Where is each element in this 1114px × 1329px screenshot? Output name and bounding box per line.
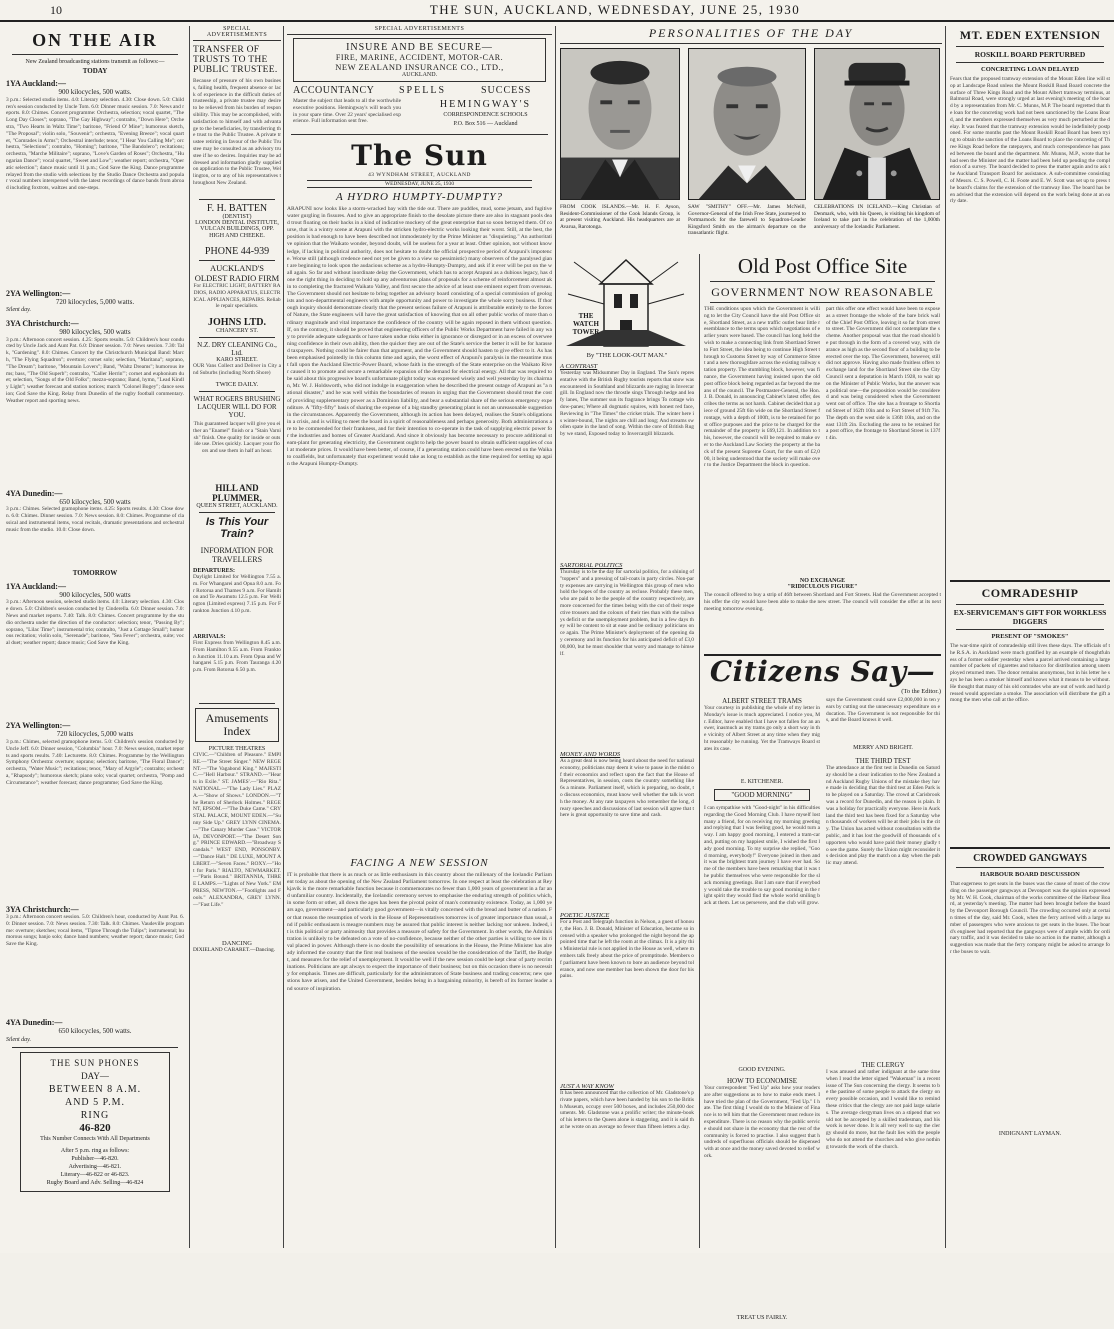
station-heading: 2YA Wellington:— [6,721,71,731]
column-rule [189,26,190,1248]
advertisements-column [193,26,281,1248]
mt-eden-subhead2: CONCRETING LOAN DELAYED [981,66,1079,73]
letter-signature: E. KITCHENER. [740,779,784,785]
caption-mcneill: SAW "SMITHY" OFF.—Mr. James McNeill, Governor-General of the Irish Free State, journeyed to Portmarnock for the farewell to Squadron-Leader Kingsford Smith on the airman's departure on the transatlantic flight. [688,204,806,237]
watch-tower-heading: JUST A WAY KNOW [560,1083,614,1090]
sun-date: WEDNESDAY, JUNE 25, 1930 [307,180,532,188]
editorial-body: IT is probable that there is as much or as little enthusiasm in this country about the millenary of the Icelandic Parliament today as about the opening of the New Zealand Parliament tomorrow. In one respect at least the celebration at Reykjavik is the more remarkable function because it commemorates no fewer than 1,000 years of government in a far and unfamiliar country. Incidentally, the Icelandic ceremony serves to emphasise the enduring strength of politics which, in some form or other, all down the ages has been the pivotal point of man's community existence. Today, as 1,000 years ago, government—and particularly good government—is vitally concerned with the bread and butter of a nation. For that reason the resumption of work in the House of Representatives tomorrow is of greater importance than usual, and if public enthusiasm is meagre numbers may be assured that public interest is neither lacking nor unkeen. Indeed, it is this political or party animosity that provides a measure of safety for the Government. In other words, the Administration is unlikely to be defeated on a vote of no-confidence, because neither of the other parties is willing to see its rival placed in power. Although there is no doubt the possibility of sensations in the House, the Prime Minister has already informed the country that the first real business of the session would be the consideration of the Tariff, the Budget, and measures for the relief of unemployment. It would be well if the new session could be kept clear of party recriminations. Politicians are apt always to expect the importance of their business; but on this occasion there is no necessity for emphasis. Times are difficult, particularly for the administrators of State business and trading concerns; new questions have arisen, and the United Government, besides being in a bargaining minority, is bereft of its former leader and source of inspiration. [287,872,553,992]
dry-cleaning-street: KARO STREET. [216,357,258,363]
station-heading: 4YA Dunedin:— [6,488,63,498]
letter-signature: TREAT US FAIRLY. [736,1315,788,1321]
comradeship-subhead2: PRESENT OF "SMOKES" [991,633,1069,640]
hemingway-text: Master the subject that leads to all the worthwhile executive positions. Hemingway's will teach you in your spare time. Over 22 years' specialised experience. Full information sent free. [293,98,401,125]
citizens-say-headline: Citizens Say— [709,655,936,688]
on-the-air-title: ON THE AIR [32,30,158,50]
dry-cleaning-title: N.Z. DRY CLEANING Co., Ltd. [197,341,277,357]
lacquer-ad-title: WHAT ROGERS BRUSHING LACQUER WILL DO FOR YOU. [193,395,281,419]
watch-tower-text: Thursday is to be the day for sartorial politics, for a shining of "toppers" and a pressing of tail-coats in party circles. Non-party expenses are carrying in Wellington this group of men who hold the hopes of the country as recluse. Probably these men, who are paid to be the people of the country respectively, are more concerned for the times being with the cut of their respective trousers and the colours of their ties than with the railways deficit or the unemployment problem, but in a few days they will be content to sit at ease and be ordinary politicians once again. The Prime Minister's deployment of the opening day ceremony and its function for his anticipated deficit of £3,000,000, but he must shoulder that worry and manage to himself. [560,569,694,657]
letter-text: The attendance at the first test in Dunedin on Saturday should be a clear indication to the New Zealand and Auckland Rugby Unions of the mistake they have made in deciding that the third test at Eden Park is to be played on a Saturday. The crowd at Carisbrook was a record for Dunedin, and the reason is plain. It was a holiday for practically everyone. Here in Auckland the third test has been fixed for a Saturday when thousands of workers will be at their jobs in the city. The Union has acted without consultation with the public, and it has lost the goodwill of thousands of supporters who would have paid their money gladly to see the game. Surely the Union might reconsider its decision and play the match on a day when the public may attend. [826,765,940,867]
letter-text: I can sympathise with "Good-night" in his difficulties regarding the Good Morning Club. I have myself lost many a friend, for on receiving my morning greeting and replying that I was feeling good, he would turn away. I am happy good morning, I entered a tram-car and, putting on my happiest smile, I wished the first lady good morning. To my surprise she replied, "Good morning, everybody!" Everyone joined in then and it was the brightest tram journey I have ever had. Some of the members have been remarking that it was the public themselves who were responsible for the slack morning greetings. But I am sure that if everybody would take the trouble to say good morning in the right spirit they would find the whole world smiling back at them. Let us persevere, and the club will grow. [704,805,820,907]
today-heading: TODAY [82,66,108,75]
gangways-subhead: HARBOUR BOARD DISCUSSION [980,871,1080,878]
programme-text: 3 p.m.: Selected studio items. 4.0: Literary selection. 4.30: Close down. 5.0: Children's session conducted by Uncle Tom. 6.0: Dinner music session. 7.0: News and reports. 8.0: Chimes. Concert programme: Orchestra, selection; vocal quartet, "The Long Day Closes"; soprano, "The Gay Highway"; contralto, "Down Here"; Orchestra, "Two Hearts in Waltz Time"; baritone, "Friend O' Mine"; humorous sketch, "The Proposal"; violin solo, "Souvenir"; orchestra, "Evening Breeze"; vocal quartet, "Comrades in Arms"; Orchestral interlude; tenor, "I Hear You Calling Me"; orchestra, "Selections"; contralto, "Homing"; baritone, "The Bandolero"; recitations; orchestra, "Marche Militaire"; soprano, "Love's Garden of Roses"; Orchestra, "Hungarian Dance"; vocal quartet, "Sweet and Low"; weather report; orchestra, "Operatic selection"; dance music until 11 p.m.; God Save the King. Dance programme relayed from the studio with selections by the Studio Dance Orchestra and popular vocal numbers interspersed with the latest recordings of dance bands from abroad including foxtrots, waltzes and one-steps. [6,96,184,192]
column-rule [555,26,556,1248]
station-frequency: 900 kilocycles, 500 watts. [58,88,132,97]
post-office-text-right: part this offer one effect would have been to expose as a street frontage the whole of the bare brick wall of the Chief Post Office, leaving it so far from street to street. The Government did not contemplate the scheme. Another proposal was that the road should be put through in the form of a covered way, with clearance as high as the second floor of a building to be erected over the top. The Government, however, still did not approve. Having also made fruitless offers to exchange land for the Shortland Street site the City Council sent a deputation in March 1928, to wait upon the Minister of Public Works, but the answer was a political one—the proposition would be considered and was being considered when the Government went out of office. The site has a frontage to Shortland Street of 162ft 10in and to Fort Street of 91ft 7in. The depth on the west side is 136ft 10in, and on the east 131ft 2in. Excluding the area to be retained for a post office, the frontage to Shortland Street is 137ft 4in. [826,306,940,442]
insurance-line: NEW ZEALAND INSURANCE CO., LTD., [335,62,504,72]
station-frequency: 650 kilocycles, 500 watts [59,497,131,506]
station-frequency: 900 kilocycles, 500 watts [59,590,131,599]
trust-ad-text: Because of pressure of his own business, failing health, frequent absence or lack of experience in the difficult duties of trusteeship, a private trustee may desire to be relieved from his burden of responsibility. This may be accomplished, with satisfaction to himself and with advantage to the beneficiaries, by transferring the trust to the Public Trustee. A private trustee retiring in favour of the Public Trustee may be consulted as an advisory trustee if he so desires. Inquiries may be addressed and information gladly supplied on application to the Public Trustee, Wellington, or to any of his representatives throughout New Zealand. [193,78,281,186]
letter-heading: ALBERT STREET TRAMS [722,697,802,705]
success-word: SUCCESS [481,85,532,96]
column-label: SPECIAL ADVERTISEMENTS [287,26,552,35]
amusements-index-title: Amusements Index [195,708,279,742]
radio-ad-street: CHANCERY ST. [215,328,258,334]
hill-plummer-address: QUEEN STREET, AUCKLAND. [196,503,278,509]
no-exchange-subhead: NO EXCHANGE [799,578,846,584]
station-heading: 4YA Dunedin:— [6,1017,63,1027]
travellers-title: INFORMATION FOR TRAVELLERS [200,546,274,564]
batten-ad-phone: PHONE 44-939 [204,246,270,257]
watch-tower-heading: A CONTRAST [560,363,598,370]
letter-text: I was amused and rather indignant at the same time when I read the letter signed "Wakeman" in a recent issue of The Sun concerning the clergy. It seems to be the pastime of some people to attack the clergy on every possible occasion, and I would like to remind these critics that the clergy are not paid large salaries. The average clergyman lives on a stipend that would not be accepted by a skilled tradesman, and his work is never done. It is all very well to say the clergy should do more, but the fault lies with the people who do not attend the churches and who give nothing towards the work of the church. [826,1069,940,1150]
gangways-headline: CROWDED GANGWAYS [973,853,1087,864]
station-heading: 1YA Auckland:— [6,581,66,591]
phones-day: DAY— [81,1071,109,1082]
editorial-body: ARAPUNI now looks like a storm-wracked bay with the tide out. There are puddles, mud, some jetsam, and fugitive water gurgling in fissures. And to give an appropriate finish to the desolate picture there are also in stagnant pools dead trout floating on their backs in a kind of indicative mockery of the great enterprise that so soon betrayed them. Of course, that is a wintry scene at Arapuni with the stricken hydro-electric works looking their worst. Still, at the best, the position is bad enough to have been described not immoderately by the Prime Minister as "disquieting." An authoritative opinion that the Waikato wonder, beyond doubt, will be useless for a year at least. Other opinion, not without knowledge, if lacking in political authority, does not hesitate to doubt the official prospective period of Arapuni's impotence. Worse still (although credence need not yet be given to a view so pessimistic) many observers of the paralysed giant are beginning to look upon the audacious scheme as a hydro-Humpty-Dumpty, and ask if it ever will be put on the wall again. So far and without inordinate delay the Government, which has to accept Arapuni as a dubious legacy, has done the right thing in deciding to hold up any adventurous plans of proposals for a scheme of reinforcement almost akin to completing the fractured Waikato Valley, and first secure the advice of at least one eminent expert from overseas. The Government should not hesitate to bring together an advisory board consisting of a special commission of geologists and non-departmental engineers with ample opportunity and power to investigate the whole sorry business. If thorough inquiry should demonstrate clearly that the present serious failure of Arapuni is attributable entirely to the forces of Nature, the State engineers will have the great satisfaction of knowing that on all other public works of more than ordinary magnitude and vital importance the confidence of the country will be again reposed in them without question. If, on the contrary, it should be proved that engineering officers of the Public Works Department have failed in any way to provide adequate safeguards or have taken undue risks either in ignorance or disregard or in an excess of overweening confidence in their own ability, then the quicker they are out of the State's service the better it will be for harassed taxpayers. Nothing could be fairer than that argument, and the Government should hasten to give effect to it. As has been emphasised pointedly in this column time and again, the worst effect of Arapuni's paralysis in the meantime must fall upon the Auckland Electric-Power Board, whose faith in the strength of the State enterprise on the Waikato River caused it to promote and secure a remarkable expansion of the demand for electrical energy. All that was required to be said about this progressive board's unfortunate plight today was expressed wisely and well yesterday by its chairman, Mr. W. J. Holdsworth, who did not indulge in exaggeration when he described the present outage of Arapuni as "a national disaster," and he was well within the boundaries of reason in urging that the Government should treat the cost of providing supplementary power as a Dominion liability, and bear a substantial share of the serious emergency expenditure. A "fifty-fifty" basis of sharing the expense of a big standby generating plant is not an unreasonable suggestion in the circumstances. Apparently the Government, although its action has been delayed, realises the State's obligations in a crisis, and is willing to meet the board in a spirit of reasonableness and perhaps generosity. Both administrations are to be commended for their frankness, and for their intention to co-operate in the task of supplying electric power for the industries and homes of Greater Auckland. And since it obviously has become necessary to procure additional steam-plant for generating electricity, the Government ought to help the power board to obtain sufficient supplies of coal at moderate prices. It would have been better, of course, if a generating station could have been erected on the Waikato coalfields, but unfortunately that experiment would take as long to establish as the time required for setting up again the Arapuni Humpty-Dumpty. [287,206,552,468]
phones-after-item: Publisher—46-820. [71,1156,119,1163]
sun-logo: The Sun [351,139,488,172]
phones-note: This Number Connects With All Departments [40,1136,150,1143]
insurance-line: INSURE AND BE SECURE— [346,42,493,53]
comradeship-headline: COMRADESHIP [981,586,1079,600]
post-office-section [699,254,941,1321]
phones-number: 46-820 [79,1122,111,1135]
sun-address: 43 WYNDHAM STREET, AUCKLAND [368,172,471,178]
masthead [0,0,1114,22]
post-office-text-tail: The council offered to buy a strip of 46ft between Shortland and Fort Streets. Had the Government accepted this offer the city would have been able to make the new street. The council will consider the offer at its next meeting tomorrow evening. [704,592,941,612]
station-heading: 2YA Wellington:— [6,288,71,298]
comradeship-text: The war-time spirit of comradeship still lives these days. The officials of the R.S.A. in Auckland were much gratified by an example of thoughtfulness of a former soldier yesterday when a parcel arrived containing a large number of packets of cigarettes and tobacco for distribution among unemployed returned men. The donor remains anonymous, but in his letter he says he has been a smoker himself and knows what it means to be without. He thought that many of his old comrades who are out of work and hard pressed would appreciate a smoke. The association will distribute the gift among the men who call at the office. [950,643,1110,704]
citizens-say-sub: (To the Editor.) [901,688,941,695]
on-the-air-column [6,26,184,1248]
radio-ad-text: For ELECTRIC LIGHT, BATTERY RADIOS, RADIO APPARATUS, ELECTRICAL APPLIANCES, REPAIRS. Reliable repair specialists. [193,283,281,310]
comradeship-subhead: EX-SERVICEMAN'S GIFT FOR WORKLESS DIGGERS [953,608,1107,626]
letter-signature: INDIGNANT LAYMAN. [998,1131,1062,1137]
post-office-text-left: THE conditions upon which the Government is willing to let the City Council have the old Post Office site, Shortland Street, as a new traffic outlet bear little resemblance to the terms upon which negotiations of earlier years were based. The council has long held the wish to make a connecting link from Shortland Street to Fort Street, the idea being to continue High Street through to Customs Street by way of Commerce Street and a new thoroughfare across the existing railway station property. The stumbling block, however, was finance, the Government having insisted upon the old post office block being regarded as far beyond the means of the council. The Postmaster-General, the Hon. J. B. Donald, in announcing Cabinet's latest offer, describes the terms as not harsh. Cabinet decided that a piece of ground 25ft 6in wide on the Shortland Street frontage, with a depth of 100ft, is to be retained for post office purposes and the price to be charged for the remainder of the property is £69,121. In addition to this, however, the council will be required to make over to the Auckland Law Society the property at the back of the present Supreme Court, for the sum of £2,000, it being understood that the society will make over to the Justice Department the block in question. [704,306,821,469]
programme-text: 3 p.m.: Afternoon concert session. 5.0: Children's hour, conducted by Aunt Pat. 6.0: Dinner session. 7.0: News session. 7.30: Talk. 8.0: Chimes. Vaudeville programme: overture; sketches; vocal items, "Tiptoe Through the Tulips"; instrumental; humorous songs; banjo solo; dance band numbers; weather report; dance music; God Save the King. [6,913,184,948]
station-frequency: 720 kilocycles, 5,000 watts [56,730,134,739]
departures-heading: DEPARTURES: [193,568,236,574]
batten-ad-name: F. H. BATTEN [206,203,268,214]
letter-signature: MERRY AND BRIGHT. [853,745,913,751]
programme-text: 3 p.m.: Afternoon session, selected studio items. 4.0: Literary selection. 4.30: Close down. 5.0: Children's session conducted by Cinderella. 6.0: Dinner session. 7.0: News and market reports. 7.40: Talk. 8.0: Chimes. Concert programme by the studio orchestra under the direction of the conductor: selection; tenor, "Passing By"; soprano, "Lilac Time"; instrumental trio; contralto, "Just a Cottage Small"; humorous recitation; violin solo, "Serenade"; baritone, "Sea Fever"; orchestra, suite; vocal duet; weather report; dance music; God Save the King. [6,599,184,647]
watch-tower-text: For a Post and Telegraph function in Nelson, a guest of honour, the Hon. J. B. Donald, Minister of Education, became so incensed with a speaker who prolonged the night beyond the appointed time that he left the room at the climax. It is a pity this Ministerial rule is not applied in the House as well, where members talk freely about the price of promptitude. Members of parliament have been known to bore an audience beyond tolerance, and now one member has been shown the door for his pains. [560,919,694,980]
letter-text: Your correspondent "Fed Up" asks how your readers are after suggestions as to how to make ends meet. I have tried the plan of the Government, "Fed Up." I hate. The first thing I would do to the Minister of Finance is to tell him that the Government must reduce its expenditure. There is no reason why the public service should not share in the economy that the rest of the community is forced to practise. I also suggest that hundreds of superfluous officials should be dispensed with at once and the money saved devoted to relief work. [704,1085,820,1159]
lacquer-ad-text: This guaranteed lacquer will give you either an "Enamel" finish or a "Stain Varnish" finish. One quality for inside or outside use. Dries quickly. Lacquer your floors and use them in half an hour. [193,421,281,455]
letter-heading: THE THIRD TEST [855,757,911,765]
phones-after: After 5 p.m. ring as follows: [60,1148,130,1155]
batten-ad-address: VULCAN BUILDINGS, OPP. HIGH AND CHEEKE. [200,226,274,239]
photo-king-christian [814,48,940,200]
watch-tower-heading: POETIC JUSTICE [560,912,610,919]
watch-tower-column [560,254,694,1248]
photo-ayson [560,48,680,200]
insurance-line: FIRE, MARINE, ACCIDENT, MOTOR-CAR. [335,53,504,62]
letter-heading: "GOOD MORNING" [714,789,810,801]
batten-ad-institute: LONDON DENTAL INSTITUTE, [195,220,279,226]
post-office-headline: Old Post Office Site [737,254,908,278]
watch-tower-logo [564,254,688,350]
editorial-column [287,26,552,1248]
batten-ad-sub: (DENTIST) [222,214,252,220]
mt-eden-column [950,26,1110,1248]
caption-ayson: FROM COOK ISLANDS.—Mr. H. F. Ayson, Resident-Commissioner of the Cook Islands Group, is at present visiting Auckland. His headquarters are at Avarua, Rarotonga. [560,204,680,230]
editorial-heading: A HYDRO HUMPTY-DUMPTY? [335,191,504,203]
gangways-text: That eagerness to get seats in the buses was the cause of most of the crowding on the passenger gangways at Devonport was the opinion expressed by Mr. W. H. Cook, chairman of the works committee of the Harbour Board, at yesterday's meeting. The matter had been brought before the board by the Devonport Borough Council. The crowding occurred only at certain times of the day, said Mr. Cook, when the ferry arrived with a large number of passengers who were anxious to get seats in the buses. The board's engineer had reported that the gangways were of ample width for ordinary traffic, and it was decided to take no action in the matter, although a suggestion was made that the ferry company might be asked to arrange for the buses to wait. [950,881,1110,955]
phones-after-item: Rugby Board and Adv. Selling—46-824 [46,1180,144,1187]
post-office-body [704,306,941,576]
letter-text: says the Government could save £2,000,000 in ten years by cutting out the unnecessary expenditure on education. The Government is not responsible for this, and the Board knows it well. [826,697,940,724]
phones-title: THE SUN PHONES [50,1058,140,1069]
station-heading: 3YA Christchurch:— [6,318,79,328]
station-frequency: 980 kilocycles, 500 watts [59,327,131,336]
letter-heading: THE CLERGY [861,1061,905,1069]
station-frequency: 650 kilocycles, 500 watts. [58,1026,132,1035]
personalities-title: PERSONALITIES OF THE DAY [560,26,942,44]
dancing-heading: DANCING [222,940,252,947]
sun-nameplate [287,139,552,188]
editorial-heading: FACING A NEW SESSION [350,857,489,869]
watch-tower-text: It has been announced that the collection of Mr. Gladstone's private papers, which have been handed by his son to the British Museum, occupy over 500 boxes, and includes 250,000 documents. Mr. Gladstone was a prolific writer; the minute-book of his letters to the Queen alone is staggering, and it is said that he wrote on an average no fewer than fifteen letters a day. [560,1090,694,1130]
tomorrow-heading: TOMORROW [72,569,118,578]
personalities-section [560,26,942,248]
hemingway-box: P.O. Box 516 — Auckland [453,121,518,127]
station-frequency: 720 kilocycles, 5,000 watts. [55,297,135,306]
dixieland-item: DIXIELAND CABARET.—Dancing. [193,947,276,953]
column-rule [945,26,946,1248]
trust-ad-title: TRANSFER OF TRUSTS TO THE PUBLIC TRUSTEE. [193,45,278,75]
letter-text: Your courtesy in publishing the whole of my letter in Monday's issue is much appreciated. I notice you, Mr. Editor, have enabled that I have not fallen for an answer, inasmuch as my trams go only a short way in the vicinity of Albert Street at any time when they might reasonably be running. Yet the Tramways Board states its case. [704,705,820,752]
mt-eden-text: Fears that the proposed tramway extension of the Mount Eden line will stop at Landscape Road unless the Mount Roskill Road Board concrete the surface of Three Kings Road and the Mount Albert tramway terminus, at Balmoral Road, were strongly urged at last evening's meeting of the board by a representation from Mr. C. Munns, M.P. The board regretted that the loan for the concreting work had not been sanctioned by the Loans Board, and the members expressed themselves as very much perturbed at the delay. It was feared that the tramway extension would be indefinitely postponed. For some months past the Mount Roskill Road Board has been trying to obtain the sanction of the Loans Board to place the concreting of Three Kings Road before the ratepayers, and much correspondence has passed between the board and the department. Mr. Munns, M.P., wrote that he had seen the Minister and the matter had been held up pending the completion of a survey. The board decided to press the matter again and to ask the Auckland Transport Board for assistance. A sub-committee consisting of Messrs. C. S. Powell, C. H. Foote and E. W. Scott was set up to press the board's claims for the extension of the tramway line. The board has been advised that the extension will depend on the work being done at an early date. [950,76,1110,205]
insurance-line: AUCKLAND. [401,72,438,78]
hemingway-sub: CORRESPONDENCE SCHOOLS [443,112,528,118]
dry-cleaning-text: OUR Vans Collect and Deliver in City and Suburbs (including North Shore) [193,363,281,376]
radio-ad-name: JOHNS LTD. [208,317,266,328]
letter-heading: HOW TO ECONOMISE [726,1077,797,1085]
caption-king-christian: CELEBRATIONS IN ICELAND.—King Christian of Denmark, who, with his Queen, is visiting his kingdom of Iceland to take part in the celebration of the 1,000th anniversary of the Icelandic Parliament. [814,204,940,230]
letters-right [826,695,940,1315]
hemingway-name: HEMINGWAY'S [439,99,532,110]
watch-tower-heading: MONEY AND WORDS [560,751,621,758]
newspaper-title-line: THE SUN, AUCKLAND, WEDNESDAY, JUNE 25, 1930 [429,2,801,17]
radio-ad-title: AUCKLAND'S OLDEST RADIO FIRM [194,263,280,283]
letters-left [704,695,820,1321]
silent-day-note: Silent day. [6,307,31,314]
station-heading: 1YA Auckland:— [6,79,66,89]
watch-tower-byline: By "THE LOOK-OUT MAN." [586,352,668,359]
programme-text: 3 p.m.: Chimes, selected gramophone items. 5.0: Children's session conducted by Uncle Jeff. 6.0: Dinner session, "Columbia" hour. 7.0: News session, market reports and sports results. 7.40: Lecturette. 8.0: Chimes. Programme by the Wellington Symphony Orchestra: overture; soprano; selection; baritone, "The Floral Dance"; orchestra, "Water Music"; recitations; tenor, "Mary of Argyle"; contralto; orchestra, "Rhapsody"; humorous sketch; piano solo; vocal quartet; orchestra, "Pomp and Circumstance"; weather forecast; dance programme; God Save the King. [6,738,184,786]
arrivals-heading: ARRIVALS: [193,634,226,640]
phones-between: BETWEEN 8 A.M. [48,1084,142,1096]
intro-text: New Zealand broadcasting stations transmit as follows:— [25,59,165,65]
train-question: Is This Your Train? [205,516,269,540]
watch-tower-text: As a great deal is now being heard about the need for national economy, politicians may deem it wise to pause in the midst of their economics and reflect upon the fact that the House of Representatives, in session, costs the country something like 6s a minute. Parliament itself, which is preparing, no doubt, to discuss economics, must know well whether the talk is worth the money. At any rate taxpayers who remember the long, dreary speeches and discussions of last session will agree that there is great opportunity to save time and cash. [560,758,694,819]
phones-after-item: Literary—46-822 or 46-823. [60,1172,130,1179]
hemingway-ad [291,85,548,135]
amusements-list: CIVIC.—"Children of Pleasure." EMPIRE.—"The Street Singer." NEW REGENT.—"The Vagabond King." MAJESTIC.—"Hell Harbour." STRAND.—"Hearts in Exile." ST. JAMES'.—"Rio Rita." NATIONAL.—"The Lady Lies." PLAZA.—"Show of Shows." LONDON.—"The Return of Sherlock Holmes." REGENT, EPSOM.—"The Duke Came." CRYSTAL PALACE, MOUNT EDEN.—"Sunny Side Up." GREY LYNN CINEMA.—"The Canary Murder Case." VICTORIA, DEVONPORT.—"The Desert Song." PRINCE EDWARD.—"Broadway Scandals." WEST END, PONSONBY.—"Dance Hall." DE LUXE, MOUNT ALBERT.—"Seven Faces." ROXY.—"Hot for Paris." RIALTO, NEWMARKET.—"Paris Bound." BRITANNIA, THREE LAMPS.—"Lights of New York." EMPRESS, NEWTON.—"Footlights and Fools." ALEXANDRA, GREY LYNN.—"Fast Life." [193,752,281,908]
column-label: SPECIAL ADVERTISEMENTS [193,26,281,41]
dry-cleaning-twice: TWICE DAILY. [215,381,259,388]
sun-phones-box [20,1052,170,1192]
silent-day-note: Silent day. [6,1036,31,1043]
station-heading: 3YA Christchurch:— [6,904,79,914]
watch-tower-heading: SARTORIAL POLITICS [560,562,623,569]
mt-eden-headline: MT. EDEN EXTENSION [959,28,1101,42]
letters-area [704,695,941,1321]
programme-text: 3 p.m.: Afternoon concert session. 4.25: Sports results. 5.0: Children's hour conducted by Uncle Jack and Aunt Pat. 6.0: Dinner session. 7.0: News session. 7.30: Talk, "Gardening". 8.0: Chimes. Concert by the Christchurch Municipal Band: March, "The Flying Squadron"; overture; cornet solo; selection, "Maritana"; soprano, "The Dream"; baritone, "Mountain Lovers"; Band, "Waltz Dreams"; humorous items; bass, "The Old Superb"; contralto, "Caller Herrin'"; cornet and euphonium duet; selection, "Songs of the Old Folks"; mezzo-soprano; Band, hymn, "Lead Kindly Light"; weather forecast and station notices; march "Colonel Bogey"; dance session; God Save the King. Relay from Dunedin of the rugby football commentary. Weather report and sporting news. [6,336,184,404]
letter-signature: GOOD EVENING. [738,1067,786,1073]
photo-mcneill [688,48,806,200]
programme-text: 3 p.m.: Chimes. Selected gramophone items. 4.25: Sports results. 4.30: Close down. 6.0: Chimes. Dinner session. 7.0: News session. 8.0: Chimes. Programme of classical and instrumental items, vocal recitals, dramatic presentations and orchestral music from the studio. 10.0: Close down. [6,506,184,533]
picture-theatres-heading: PICTURE THEATRES [208,746,266,752]
page-number: 10 [50,3,62,17]
departures-text: Daylight Limited for Wellington 7.55 a.m. For Whangarei and Opua 8.0 a.m. For Rotorua and Thames 9 a.m. For Hamilton and Te Awamutu 12.5 p.m. For Wellington (Limited express) 7.15 p.m. For Frankton Junction 4.10 p.m. [193,574,281,614]
insurance-ad [293,38,546,82]
post-office-subhead: GOVERNMENT NOW REASONABLE [711,285,934,299]
mt-eden-subhead: ROSKILL BOARD PERTURBED [974,50,1086,59]
phones-after-item: Advertising—46-821. [68,1164,122,1171]
accountancy-word: ACCOUNTANCY [293,85,375,96]
watch-tower-text: Yesterday was Midsummer Day in England. The Sun's representative with the British Rugby tourists reports that snow was encountered in Southland and blizzards are raging in Invercargill. In England now the throstle sings Through hedge and leafy lanes, The summer sun its fragrance brings To cottage window-panes; Where all dogmatic squires, with honest red face, Reviewing in "The Times" the cricket trials. The winter here is winter-bound, The nights are chill and long; And streams swollen spate in the land of song. Within the core of British Rugby we stand, Exposed today to Invercargill blizzards. [560,370,694,438]
watch-tower-title: THE WATCH TOWER [572,312,600,336]
ridiculous-figure-subhead: "RIDICULOUS FIGURE" [787,584,858,590]
arrivals-text: First Express from Wellington 8.45 a.m. From Hamilton 9.55 a.m. From Frankton Junction 11.10 a.m. From Opua and Whangarei 5.15 p.m. From Tauranga 4.20 p.m. From Rotorua 6.50 p.m. [193,640,281,674]
column-rule [283,26,284,1248]
phones-and: AND 5 P.M. [64,1097,125,1109]
spells-word: SPELLS [399,85,447,96]
phones-ring: RING [80,1110,110,1122]
hill-plummer-name: HILL AND PLUMMER, [212,483,262,503]
